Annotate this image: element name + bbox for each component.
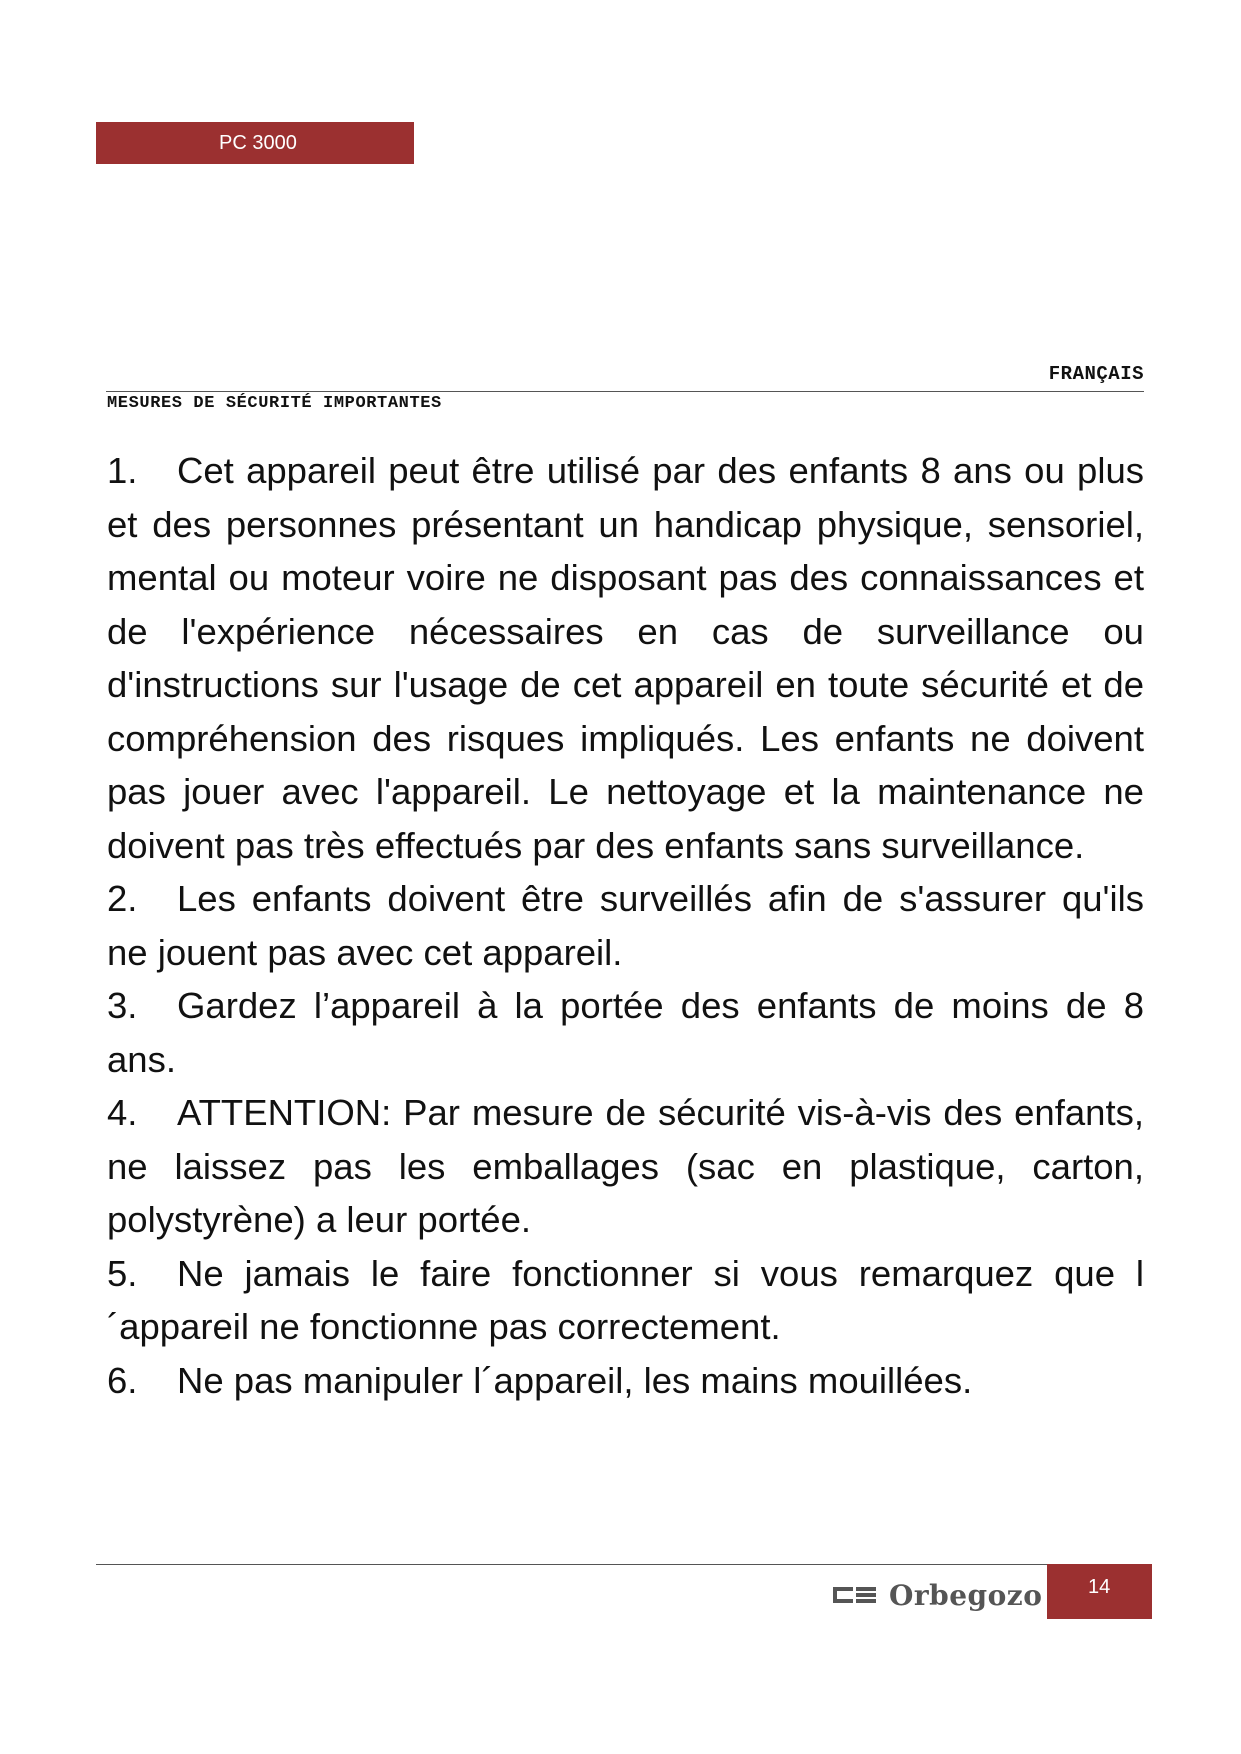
model-name: PC 3000 (219, 132, 297, 154)
instruction-item (107, 1086, 1144, 1247)
instruction-item (107, 979, 1144, 1086)
item-number: 1. (107, 450, 138, 491)
item-number: 3. (107, 985, 138, 1026)
footer-divider (96, 1564, 1050, 1565)
page-number: 14 (1088, 1576, 1111, 1598)
item-text: Cet appareil peut être utilisé par des enfants 8 ans ou plus et des personnes présentant un handicap physique, sensoriel, mental ou moteur voire ne disposant pas des connaissances et de l'expérience nécessaires en cas de surveillance ou d'instructions sur l'usage de cet appareil en toute sécurité et de compréhension des risques impliqués. Les enfants ne doivent pas jouer avec l'appareil. Le nettoyage et la maintenance ne doivent pas très effectués par des enfants sans surveillance. (107, 450, 1144, 866)
brand-logo (833, 1575, 1042, 1615)
page-number-box (1047, 1564, 1152, 1619)
language-label: FRANÇAIS (1048, 363, 1144, 385)
item-number: 5. (107, 1252, 138, 1294)
section-title: MESURES DE SÉCURITÉ IMPORTANTES (107, 394, 442, 413)
item-number: 6. (107, 1359, 138, 1401)
safety-instructions (107, 444, 1144, 1407)
header-divider (106, 391, 1144, 392)
brand-name: Orbegozo (889, 1578, 1043, 1612)
item-number: 4. (107, 1092, 138, 1133)
instruction-item (107, 444, 1144, 872)
item-number: 2. (107, 878, 138, 919)
item-text: Gardez l’appareil à la portée des enfants de moins de 8 ans. (107, 985, 1144, 1080)
item-text: Ne jamais le faire fonctionner si vous remarquez que l´appareil ne fonctionne pas correctement. (107, 1252, 1144, 1347)
instruction-item (107, 1354, 1144, 1408)
instruction-item (107, 1247, 1144, 1354)
item-text: Les enfants doivent être surveillés afin de s'assurer qu'ils ne jouent pas avec cet appareil. (107, 878, 1144, 973)
item-text: Ne pas manipuler l´appareil, les mains mouillées. (177, 1359, 973, 1401)
model-label (96, 122, 414, 164)
item-text: ATTENTION: Par mesure de sécurité vis-à-vis des enfants, ne laissez pas les emballages (sac en plastique, carton, polystyrène) a leur portée. (107, 1092, 1144, 1240)
instruction-item (107, 872, 1144, 979)
brand-mark-icon (833, 1584, 877, 1606)
